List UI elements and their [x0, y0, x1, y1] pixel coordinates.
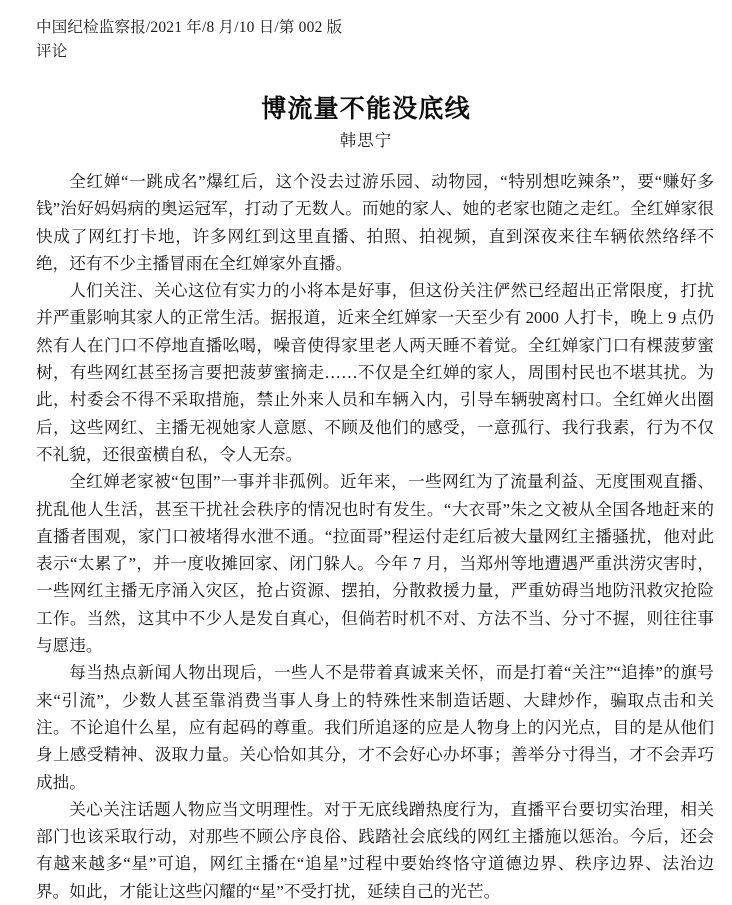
body-paragraph: 每当热点新闻人物出现后，一些人不是带着真诚来关怀，而是打着“关注”“追捧”的旗号来“引流”，少数人甚至靠消费当事人身上的特殊性来制造话题、大肆炒作，骗取点击和关注。不论追什么星，应有起码的尊重。我们所追逐的应是人物身上的闪光点，目的是从他们身上感受精神、汲取力量。关心恰如其分，才不会好心办坏事；善举分寸得当，才不会弄巧成拙。 — [36, 663, 714, 792]
body-paragraph: 全红婵老家被“包围”一事并非孤例。近年来，一些网红为了流量利益、无度围观直播、扰乱他人生活，甚至干扰社会秩序的情况也时有发生。“大衣哥”朱之文被从全国各地赶来的直播者围观，家门口被堵得水泄不通。“拉面哥”程运付走红后被大量网红主播骚扰，他对此表示“太累了”，并一度收摊回家、闭门躲人。今年 7 月，当郑州等地遭遇严重洪涝灾害时，一些网红主播无序涌入灾区，抢占资源、摆拍，分散救援力量，严重妨碍当地防汛救灾抢险工作。当然，这其中不少人是发自真心，但倘若时机不对、方法不当、分寸不握，则往往事与愿违。 — [36, 472, 714, 656]
body-paragraph: 全红婵“一跳成名”爆红后，这个没去过游乐园、动物园，“特别想吃辣条”，要“赚好多钱”治好妈妈病的奥运冠军，打动了无数人。而她的家人、她的老家也随之走红。全红婵家很快成了网红打卡地，许多网红到这里直播、拍照、拍视频，直到深夜来往车辆依然络绎不绝，还有不少主播冒雨在全红婵家外直播。 — [36, 172, 714, 273]
page-title: 博流量不能没底线 — [261, 95, 471, 123]
publication-section: 评论 — [36, 43, 68, 60]
byline-block — [0, 128, 732, 154]
publication-source-line: 中国纪检监察报/2021 年/8 月/10 日/第 002 版 — [36, 19, 343, 36]
body-paragraph: 人们关注、关心这位有实力的小将本是好事，但这份关注俨然已经超出正常限度，打扰并严重影响其家人的正常生活。据报道，近来全红婵家一天至少有 2000 人打卡，晚上 9 点仍然有人在门口不停地直播吆喝，噪音使得家里老人两天睡不着觉。全红婵家门口有棵菠萝蜜树，有些网红甚至扬言要把菠萝蜜摘走……不仅是全红婵的家人，周围村民也不堪其扰。为此，村委会不得不采取措施，禁止外来人员和车辆入内，引导车辆驶离村口。全红婵火出圈后，这些网红、主播无视她家人意愿、不顾及他们的感受，一意孤行、我行我素，行为不仅不礼貌，还很蛮横自私，令人无奈。 — [36, 281, 714, 464]
masthead — [36, 16, 696, 64]
article-body — [36, 168, 714, 905]
body-paragraph: 关心关注话题人物应当文明理性。对于无底线蹭热度行为，直播平台要切实治理，相关部门也该采取行动，对那些不顾公序良俗、践踏社会底线的网红主播施以惩治。今后，还会有越来越多“星”可追，网红主播在“追星”过程中要始终恪守道德边界、秩序边界、法治边界。如此，才能让这些闪耀的“星”不受打扰，延续自己的光芒。 — [36, 799, 714, 901]
author-byline: 韩思宁 — [339, 131, 393, 150]
